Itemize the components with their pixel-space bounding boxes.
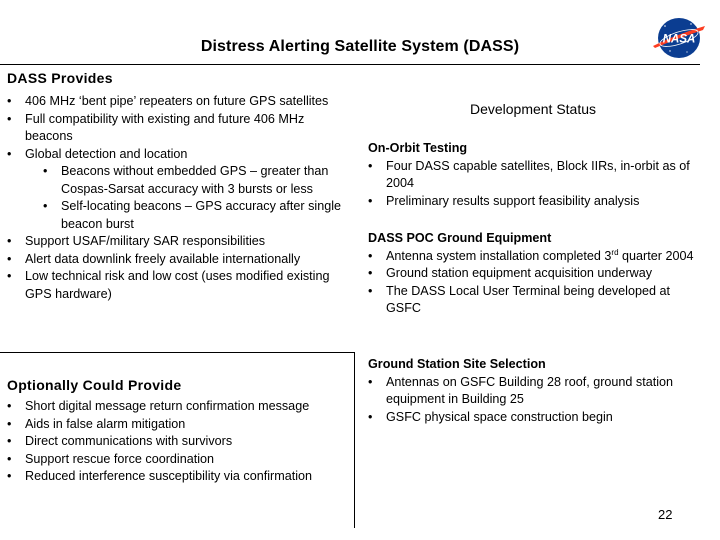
sub-list-item: • Beacons without embedded GPS – greater than Cospas-Sarsat accuracy with 3 bursts or less [43,163,347,198]
on-orbit-testing-block [368,140,698,210]
sub-list-item: • Self-locating beacons – GPS accuracy after single beacon burst [43,198,347,233]
list-item: • Support USAF/military SAR responsibilities [7,233,347,251]
list-item: • GSFC physical space construction begin [368,409,698,427]
list-item: • Aids in false alarm mitigation [7,416,347,434]
provides-list [7,93,347,303]
list-item [368,248,698,266]
list-item: • The DASS Local User Terminal being developed at GSFC [368,283,698,318]
site-selection-block [368,356,698,426]
list-item: • Antennas on GSFC Building 28 roof, ground station equipment in Building 25 [368,374,698,409]
title-underline [0,64,700,65]
page-number: 22 [658,507,673,522]
on-orbit-testing-heading: On-Orbit Testing [368,141,468,155]
list-item-text: Global detection and location [25,146,188,161]
list-item-text: Antenna system installation completed 3 [386,248,612,263]
list-item: • Short digital message return confirmation message [7,398,347,416]
list-item: • Alert data downlink freely available internationally [7,251,347,269]
list-item-text: quarter 2004 [618,248,694,263]
list-item: • Reduced interference susceptibility via confirmation [7,468,347,486]
list-item [7,146,347,234]
nasa-wordmark: NASA [662,33,696,46]
poc-ground-equipment-block [368,230,698,318]
list-item: • Low technical risk and low cost (uses modified existing GPS hardware) [7,268,347,303]
development-status-heading: Development Status [469,101,597,117]
list-item: • Ground station equipment acquisition underway [368,265,698,283]
list-item: • Support rescue force coordination [7,451,347,469]
on-orbit-list [368,158,698,211]
list-item: • Full compatibility with existing and future 406 MHz beacons [7,111,347,146]
nasa-logo [651,16,707,60]
ordinal-suffix: rd [611,247,619,257]
sub-list [25,163,347,233]
site-list [368,374,698,427]
list-item: • Four DASS capable satellites, Block IIRs, in-orbit as of 2004 [368,158,698,193]
list-item: • Direct communications with survivors [7,433,347,451]
list-item: • 406 MHz ‘bent pipe’ repeaters on future GPS satellites [7,93,347,111]
optional-list [7,398,347,486]
slide-title: Distress Alerting Satellite System (DASS) [200,38,520,55]
poc-ground-equipment-heading: DASS POC Ground Equipment [368,231,552,245]
provides-heading: DASS Provides [7,70,113,86]
list-item: • Preliminary results support feasibility analysis [368,193,698,211]
left-divider [0,352,354,353]
optional-heading: Optionally Could Provide [7,377,182,393]
site-selection-heading: Ground Station Site Selection [368,357,546,371]
poc-list [368,248,698,318]
column-divider [354,352,355,528]
